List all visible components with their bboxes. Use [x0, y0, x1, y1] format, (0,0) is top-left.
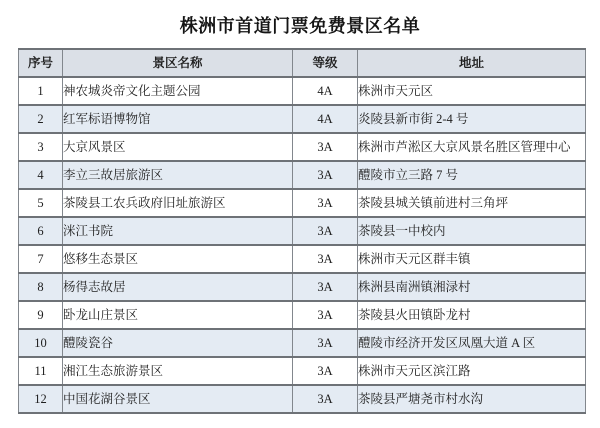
- table-row: [19, 301, 586, 329]
- table-row: [19, 133, 586, 161]
- row-number: 8: [19, 273, 63, 301]
- header-row: [19, 49, 586, 77]
- grade-badge: 3A: [293, 329, 358, 357]
- address: 株洲县南洲镇湘渌村: [358, 273, 586, 301]
- row-number: 5: [19, 189, 63, 217]
- row-number: 2: [19, 105, 63, 133]
- grade-badge: 4A: [293, 77, 358, 105]
- row-number: 4: [19, 161, 63, 189]
- grade-badge: 3A: [293, 245, 358, 273]
- address: 株洲市天元区群丰镇: [358, 245, 586, 273]
- table-row: [19, 77, 586, 105]
- grade-badge: 3A: [293, 273, 358, 301]
- spot-name: 茶陵县工农兵政府旧址旅游区: [63, 189, 293, 217]
- table-row: [19, 357, 586, 385]
- spot-name: 洣江书院: [63, 217, 293, 245]
- spot-name: 神农城炎帝文化主题公园: [63, 77, 293, 105]
- address: 茶陵县严塘尧市村水沟: [358, 385, 586, 413]
- table-row: [19, 245, 586, 273]
- row-number: 10: [19, 329, 63, 357]
- grade-badge: 3A: [293, 301, 358, 329]
- address: 株洲市芦淞区大京风景名胜区管理中心: [358, 133, 586, 161]
- table-row: [19, 217, 586, 245]
- address: 茶陵县城关镇前进村三角坪: [358, 189, 586, 217]
- table-row: [19, 329, 586, 357]
- table-row: [19, 189, 586, 217]
- row-number: 11: [19, 357, 63, 385]
- row-number: 1: [19, 77, 63, 105]
- table-body: [19, 77, 586, 413]
- grade-badge: 3A: [293, 189, 358, 217]
- address: 茶陵县火田镇卧龙村: [358, 301, 586, 329]
- table-row: [19, 105, 586, 133]
- table-row: [19, 161, 586, 189]
- address: 株洲市天元区滨江路: [358, 357, 586, 385]
- column-header-spot-name: 景区名称: [63, 49, 293, 77]
- grade-badge: 3A: [293, 161, 358, 189]
- address: 茶陵县一中校内: [358, 217, 586, 245]
- page-title: 株洲市首道门票免费景区名单: [179, 16, 421, 36]
- row-number: 3: [19, 133, 63, 161]
- column-header-grade-badge: 等级: [293, 49, 358, 77]
- grade-badge: 3A: [293, 357, 358, 385]
- spot-name: 醴陵瓷谷: [63, 329, 293, 357]
- spot-name: 悠移生态景区: [63, 245, 293, 273]
- address: 醴陵市经济开发区凤凰大道 A 区: [358, 329, 586, 357]
- address: 醴陵市立三路 7 号: [358, 161, 586, 189]
- row-number: 7: [19, 245, 63, 273]
- spot-name: 红军标语博物馆: [63, 105, 293, 133]
- table-row: [19, 273, 586, 301]
- grade-badge: 4A: [293, 105, 358, 133]
- address: 炎陵县新市街 2-4 号: [358, 105, 586, 133]
- scenic-spots-table: [18, 48, 586, 414]
- column-header-row-number: 序号: [19, 49, 63, 77]
- grade-badge: 3A: [293, 133, 358, 161]
- row-number: 9: [19, 301, 63, 329]
- spot-name: 卧龙山庄景区: [63, 301, 293, 329]
- spot-name: 杨得志故居: [63, 273, 293, 301]
- grade-badge: 3A: [293, 217, 358, 245]
- spot-name: 大京风景区: [63, 133, 293, 161]
- spot-name: 湘江生态旅游景区: [63, 357, 293, 385]
- address: 株洲市天元区: [358, 77, 586, 105]
- row-number: 6: [19, 217, 63, 245]
- row-number: 12: [19, 385, 63, 413]
- grade-badge: 3A: [293, 385, 358, 413]
- table-row: [19, 385, 586, 413]
- column-header-address: 地址: [358, 49, 586, 77]
- spot-name: 李立三故居旅游区: [63, 161, 293, 189]
- spot-name: 中国花湖谷景区: [63, 385, 293, 413]
